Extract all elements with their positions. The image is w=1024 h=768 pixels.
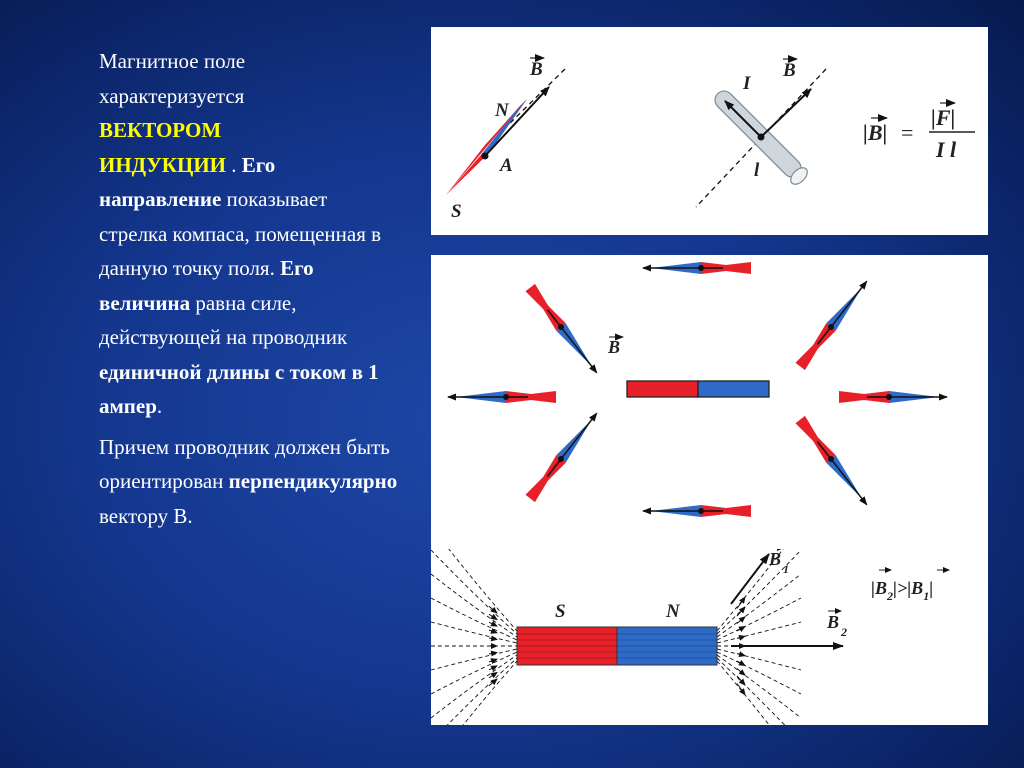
relation-b2-sub: 2: [886, 589, 893, 603]
label-l: l: [754, 160, 760, 181]
paragraph-2-text: Причем проводник должен быть ориентирован: [99, 434, 390, 493]
bold-unit-length: единичной длины с током в 1 ампер: [99, 359, 379, 418]
text-line-2: характеризуется: [99, 83, 245, 108]
relation-b1-sub: 1: [923, 589, 930, 603]
compass-lower-left-icon: [525, 410, 601, 502]
label-s: S: [451, 201, 462, 222]
label-b: B: [530, 59, 543, 80]
formula-den: I l: [936, 137, 957, 162]
figure-magnet-field-lines: [431, 549, 988, 725]
label-n: N: [495, 100, 509, 121]
compass-needle-icon: [446, 69, 565, 195]
figure-bar-magnet-compasses: [431, 255, 988, 549]
label-a: A: [500, 155, 513, 176]
paragraph-1: [99, 44, 399, 424]
text-force: равна силе, действующей на проводник: [99, 290, 348, 349]
label-b1-sub: 1: [783, 562, 789, 576]
label-b-conductor: B: [783, 60, 796, 81]
relation-end: |: [929, 578, 934, 598]
svg-text:|B2|>|B1|: [871, 578, 933, 603]
bold-direction: Его направление: [99, 152, 276, 211]
compass-bottom-icon: [643, 505, 751, 517]
label-s-bot: S: [555, 601, 566, 622]
formula-num: |F|: [931, 105, 956, 130]
formula: [863, 103, 975, 162]
relation-b2-b1: [871, 570, 949, 603]
magnet-north-half: [698, 381, 769, 397]
text-period: .: [226, 152, 242, 177]
label-b2-sub: 2: [841, 625, 847, 639]
magnet-south-half: [627, 381, 698, 397]
compass-upper-right-icon: [795, 278, 871, 370]
formula-lhs: |B|: [863, 120, 888, 145]
text-block: [99, 44, 399, 533]
label-b-mid: B: [608, 337, 621, 357]
relation-b2: |B: [871, 578, 887, 598]
label-b2: B: [827, 612, 840, 632]
formula-eq: =: [901, 120, 914, 145]
relation-mid: |>|B: [892, 578, 924, 598]
compass-lower-right-icon: [795, 416, 871, 508]
label-i: I: [743, 73, 751, 94]
paragraph-2: [99, 430, 399, 534]
compass-top-icon: [643, 262, 751, 274]
highlight-vector: ВЕКТОРОМ: [99, 118, 222, 142]
text-line-1: Магнитное поле: [99, 49, 246, 73]
compass-upper-left-icon: [525, 284, 601, 376]
paragraph-2-end: вектору В.: [99, 503, 193, 528]
compass-left-icon: [448, 391, 556, 403]
label-n-bot: N: [666, 601, 680, 622]
bold-magnitude: Его величина: [99, 256, 314, 315]
figure-compass-conductor: [431, 27, 988, 235]
conductor-icon: [696, 69, 826, 207]
bold-perpendicular: перпендикулярно: [228, 469, 398, 493]
text-compass: показывает стрелка компаса, помещенная в данную точку поля.: [99, 187, 382, 280]
text-end: .: [156, 394, 163, 418]
label-b1: B: [769, 549, 782, 569]
highlight-induction: ИНДУКЦИИ: [99, 152, 227, 177]
compass-right-icon: [839, 391, 947, 403]
